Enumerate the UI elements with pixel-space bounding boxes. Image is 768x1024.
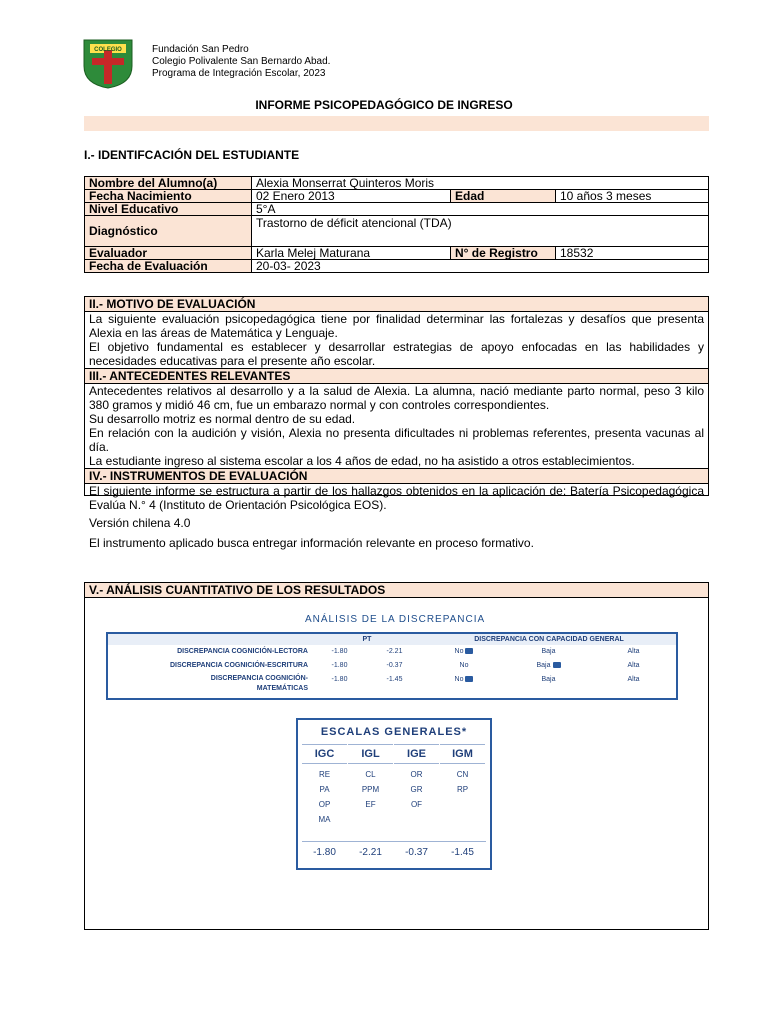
label-diagnostico: Diagnóstico bbox=[85, 216, 252, 247]
header-pt: PT bbox=[362, 636, 372, 643]
value-registro: 18532 bbox=[556, 247, 709, 260]
check-icon bbox=[465, 676, 473, 682]
antecedentes-paragraph: En relación con la audición y visión, Alexia no presenta dificultades ni problemas referentes, presenta vacunas al día. bbox=[89, 426, 704, 454]
escala-value: -0.37 bbox=[405, 847, 428, 858]
value-evaluador: Karla Melej Maturana bbox=[252, 247, 451, 260]
discrepancy-table bbox=[106, 632, 678, 700]
instrumentos-paragraph: El instrumento aplicado busca entregar información relevante en proceso formativo. bbox=[89, 536, 534, 550]
pt-value: -2.21 bbox=[386, 648, 403, 655]
escala-head: IGM bbox=[440, 744, 485, 764]
label-registro: N° de Registro bbox=[451, 247, 556, 260]
header-capacidad: DISCREPANCIA CON CAPACIDAD GENERAL bbox=[474, 636, 624, 643]
escala-column bbox=[348, 744, 393, 812]
label-fecha-nacimiento: Fecha Nacimiento bbox=[85, 190, 252, 203]
section-motivo-title: II.- MOTIVO DE EVALUACIÓN bbox=[85, 297, 708, 312]
label-nivel: Nivel Educativo bbox=[85, 203, 252, 216]
divider bbox=[302, 841, 486, 842]
logo-text: COLEGIO bbox=[94, 47, 122, 53]
student-info-table bbox=[84, 176, 709, 273]
cap-baja: Baja bbox=[541, 676, 556, 683]
escalas-title: ESCALAS GENERALES* bbox=[320, 726, 468, 738]
escala-items: CN RP bbox=[456, 770, 469, 794]
discrepancy-header-row bbox=[108, 634, 676, 645]
school-logo bbox=[80, 38, 136, 90]
antecedentes-paragraph: La estudiante ingreso al sistema escolar a los 4 años de edad, no ha asistido a otros establecimientos. bbox=[89, 454, 635, 468]
value-fecha-evaluacion: 20-03- 2023 bbox=[252, 260, 709, 273]
motivo-paragraph: La siguiente evaluación psicopedagógica tiene por finalidad determinar las fortalezas y desafíos que presenta Alexia en las áreas de Matemática y Lenguaje. bbox=[89, 312, 704, 340]
value-diagnostico: Trastorno de déficit atencional (TDA) bbox=[252, 216, 709, 247]
value-edad: 10 años 3 meses bbox=[556, 190, 709, 203]
table-row bbox=[108, 646, 676, 658]
section-antecedentes-title: III.- ANTECEDENTES RELEVANTES bbox=[85, 368, 708, 384]
label-fecha-evaluacion: Fecha de Evaluación bbox=[85, 260, 252, 273]
cap-no: No bbox=[459, 662, 469, 669]
title-band bbox=[84, 116, 709, 131]
escala-value: -1.80 bbox=[313, 847, 336, 858]
section-identification-title: I.- IDENTIFCACIÓN DEL ESTUDIANTE bbox=[84, 148, 300, 162]
escala-column bbox=[302, 744, 347, 827]
escala-items: CL PPM EF bbox=[361, 770, 380, 809]
document-title: INFORME PSICOPEDAGÓGICO DE INGRESO bbox=[255, 98, 513, 112]
antecedentes-paragraph: Su desarrollo motriz es normal dentro de su edad. bbox=[89, 412, 356, 426]
institution-line: Colegio Polivalente San Bernardo Abad. bbox=[152, 56, 331, 67]
escala-column bbox=[440, 744, 485, 797]
institution-line: Programa de Integración Escolar, 2023 bbox=[152, 68, 326, 79]
row-label: DISCREPANCIA COGNICIÓN-MATEMÁTICAS bbox=[210, 675, 308, 692]
label-evaluador: Evaluador bbox=[85, 247, 252, 260]
escala-value: -1.45 bbox=[451, 847, 474, 858]
instrumentos-paragraph: El siguiente informe se estructura a partir de los hallazgos obtenidos en la aplicación de: Batería Psicopedagógica Evalúa N.° 4 (Instituto de Orientación Psicológica EOS). bbox=[89, 484, 704, 512]
table-row bbox=[108, 660, 676, 672]
antecedentes-paragraph: Antecedentes relativos al desarrollo y a la salud de Alexia. La alumna, nació mediante parto normal, peso 3 kilo 380 gramos y midió 46 cm, fue un embarazo normal y con controles correspondientes. bbox=[89, 384, 704, 412]
cap-baja: Baja bbox=[541, 648, 556, 655]
cap-alta: Alta bbox=[627, 676, 640, 683]
value-nombre: Alexia Monserrat Quinteros Moris bbox=[252, 177, 709, 190]
escala-value: -2.21 bbox=[359, 847, 382, 858]
cap-baja bbox=[506, 660, 591, 671]
label-nombre: Nombre del Alumno(a) bbox=[85, 177, 252, 190]
escala-head: IGC bbox=[302, 744, 347, 764]
pt-value: -1.45 bbox=[386, 676, 403, 683]
pt-value: -1.80 bbox=[331, 648, 348, 655]
value-fecha-nacimiento: 02 Enero 2013 bbox=[252, 190, 451, 203]
escalas-generales-table bbox=[296, 718, 492, 870]
pt-value: -1.80 bbox=[331, 676, 348, 683]
cap-no bbox=[422, 674, 506, 685]
pt-value: -0.37 bbox=[386, 662, 403, 669]
cap-alta: Alta bbox=[627, 648, 640, 655]
check-icon bbox=[553, 662, 561, 668]
value-nivel: 5°A bbox=[252, 203, 709, 216]
cap-alta: Alta bbox=[627, 662, 640, 669]
pt-value: -1.80 bbox=[331, 662, 348, 669]
table-row bbox=[108, 674, 676, 696]
section-analisis-title: V.- ANÁLISIS CUANTITATIVO DE LOS RESULTADOS bbox=[85, 583, 708, 598]
cap-no-label: No bbox=[454, 676, 464, 683]
report-sections-block bbox=[84, 296, 709, 550]
row-label: DISCREPANCIA COGNICIÓN-LECTORA bbox=[177, 648, 308, 655]
escala-items: RE PA OP MA bbox=[318, 770, 331, 824]
instrumentos-paragraph: Versión chilena 4.0 bbox=[89, 516, 191, 530]
label-edad: Edad bbox=[451, 190, 556, 203]
escala-head: IGE bbox=[394, 744, 439, 764]
section-instrumentos-title: IV.- INSTRUMENTOS DE EVALUACIÓN bbox=[85, 468, 708, 484]
row-label: DISCREPANCIA COGNICIÓN-ESCRITURA bbox=[169, 662, 308, 669]
institution-header bbox=[152, 44, 330, 80]
cap-no-label: No bbox=[454, 648, 464, 655]
institution-line: Fundación San Pedro bbox=[152, 44, 249, 55]
discrepancy-title: ANÁLISIS DE LA DISCREPANCIA bbox=[305, 614, 486, 625]
escala-column bbox=[394, 744, 439, 812]
motivo-paragraph: El objetivo fundamental es establecer y desarrollar estrategias de apoyo enfocadas en las habilidades y necesidades educativas para el presente año escolar. bbox=[89, 340, 704, 368]
escala-head: IGL bbox=[348, 744, 393, 764]
cap-baja-label: Baja bbox=[536, 662, 551, 669]
cap-no bbox=[422, 646, 506, 657]
check-icon bbox=[465, 648, 473, 654]
escala-items: OR GR OF bbox=[410, 770, 423, 809]
